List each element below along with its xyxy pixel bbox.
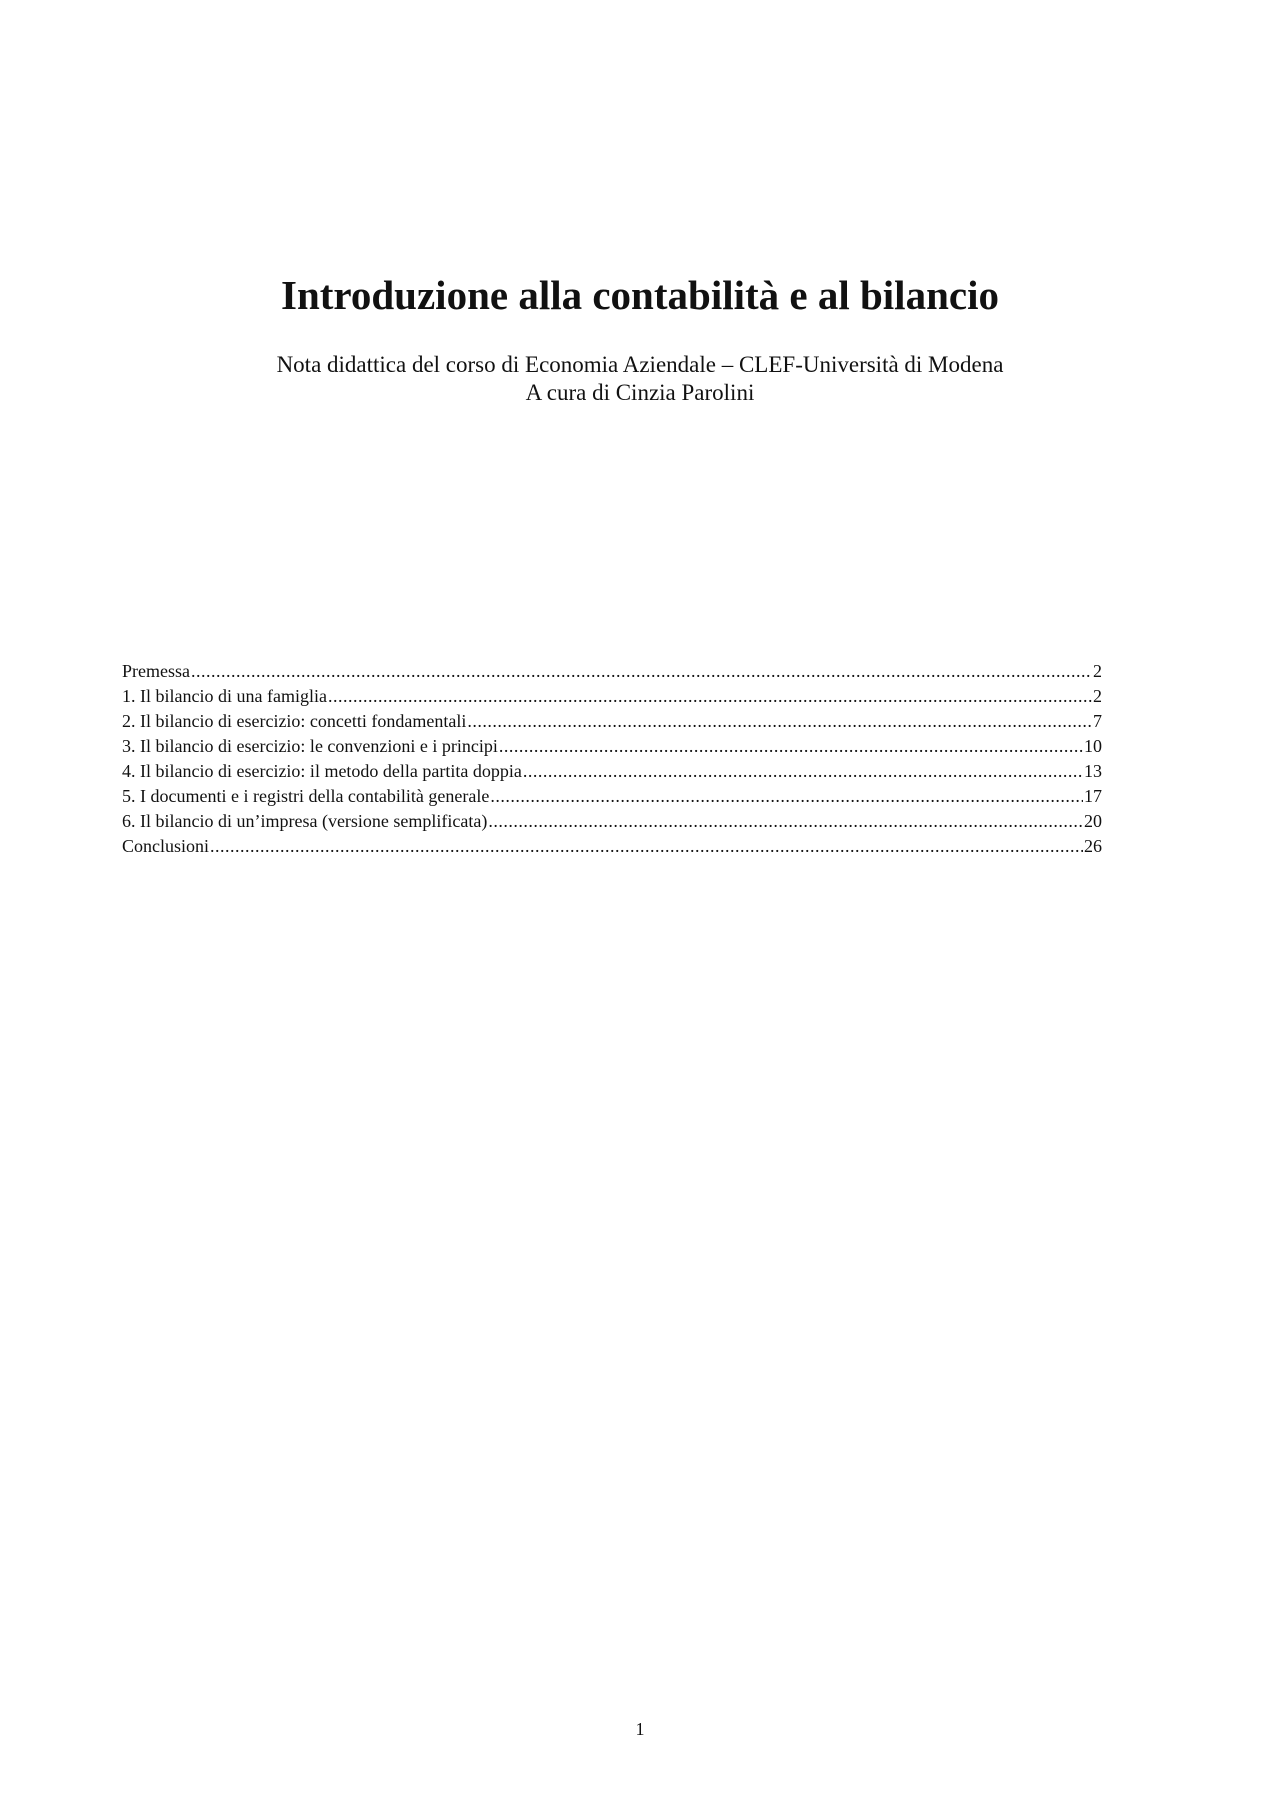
toc-leader-dots [210,834,1083,859]
toc-leader-dots [490,784,1083,809]
toc-leader-dots [467,709,1092,734]
toc-entry-section-4[interactable] [122,759,1102,784]
toc-entry-label: 2. Il bilancio di esercizio: concetti fondamentali [122,711,467,731]
toc-entry-label: 4. Il bilancio di esercizio: il metodo della partita doppia [122,761,522,781]
toc-entry-section-1[interactable] [122,684,1102,709]
toc-entry-premessa[interactable] [122,659,1102,684]
course-subtitle: Nota didattica del corso di Economia Aziendale – CLEF-Università di Modena [276,352,1004,377]
toc-entry-section-6[interactable] [122,809,1102,834]
toc-entry-page: 13 [1084,761,1102,781]
toc-entry-label: 3. Il bilancio di esercizio: le convenzioni e i principi [122,736,498,756]
toc-entry-page: 2 [1093,661,1102,681]
toc-entry-label: 5. I documenti e i registri della contabilità generale [122,786,490,806]
toc-entry-page: 26 [1084,836,1102,856]
page-title: Introduzione alla contabilità e al bilancio [281,272,999,318]
toc-entry-page: 17 [1084,786,1102,806]
toc-leader-dots [328,684,1092,709]
toc-entry-page: 10 [1084,736,1102,756]
author-line: A cura di Cinzia Parolini [525,380,755,405]
table-of-contents [122,659,1102,859]
toc-leader-dots [488,809,1083,834]
page-number: 1 [635,1719,645,1739]
toc-entry-page: 2 [1093,686,1102,706]
toc-entry-label: 1. Il bilancio di una famiglia [122,686,327,706]
toc-leader-dots [523,759,1083,784]
toc-entry-conclusioni[interactable] [122,834,1102,859]
toc-entry-label: 6. Il bilancio di un’impresa (versione semplificata) [122,811,488,831]
toc-entry-page: 20 [1084,811,1102,831]
toc-leader-dots [191,659,1092,684]
toc-entry-section-5[interactable] [122,784,1102,809]
toc-entry-section-3[interactable] [122,734,1102,759]
toc-entry-page: 7 [1093,711,1102,731]
toc-entry-label: Conclusioni [122,836,210,856]
toc-leader-dots [499,734,1083,759]
toc-entry-label: Premessa [122,661,190,681]
toc-entry-section-2[interactable] [122,709,1102,734]
